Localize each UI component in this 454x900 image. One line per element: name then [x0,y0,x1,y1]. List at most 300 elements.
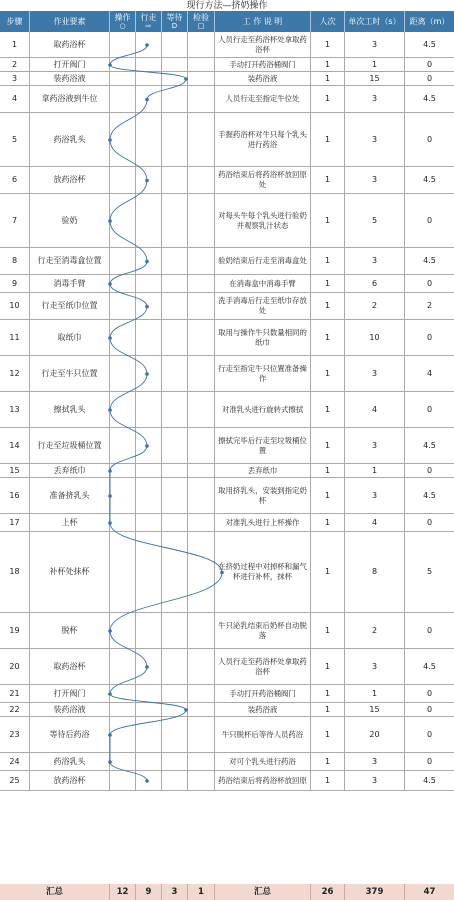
row-walk-cell [136,320,162,355]
row-distance: 0 [426,278,433,288]
row-walk-cell [136,428,162,463]
row-persons: 1 [311,72,345,85]
row-element: 脱杯 [30,613,110,648]
row-element: 打开阀门 [30,685,110,702]
footer-label: 汇总 [0,884,110,900]
row-time: 3 [345,32,405,57]
row-persons: 1 [311,293,345,319]
footer-operate-total: 12 [110,884,136,900]
row-time: 4 [345,514,405,531]
row-distance: 0 [426,756,433,766]
row-wait-cell [162,649,188,684]
row-distance: 4.5 [423,94,436,103]
row-desc: 人员行走至药浴杯处拿取药浴杯 [215,32,311,57]
row-persons: 1 [311,392,345,427]
row-inspect-cell [188,320,215,355]
table-footer [0,884,454,900]
table-row [0,86,454,113]
row-persons: 1 [311,320,345,355]
row-wait-cell [162,32,188,57]
row-inspect-cell [188,113,215,166]
row-wait-cell [162,194,188,247]
row-element: 取药浴杯 [30,32,110,57]
row-operate-cell [110,167,136,193]
row-distance: 4.5 [423,775,436,785]
row-distance: 2 [426,301,433,310]
row-desc: 装药浴液 [215,72,311,85]
row-persons: 1 [311,717,345,752]
table-row [0,532,454,613]
row-distance: 0 [426,625,433,635]
header-inspect [188,11,215,32]
row-element: 行走至消毒盒位置 [30,248,110,274]
row-desc: 装药浴液 [215,703,311,716]
table-row [0,478,454,514]
row-time: 5 [345,194,405,247]
row-step: 11 [0,320,30,355]
row-wait-cell [162,167,188,193]
row-operate-cell [110,248,136,274]
row-desc: 对准乳头进行旋转式擦拭 [215,392,311,427]
row-wait-cell [162,275,188,292]
row-walk-cell [136,86,162,112]
row-time: 3 [345,167,405,193]
row-desc: 对可个乳头进行药浴 [215,753,311,770]
row-wait-cell [162,514,188,531]
row-desc: 取用与操作牛只数量相同的纸巾 [215,320,311,355]
row-operate-cell [110,753,136,770]
row-persons: 1 [311,86,345,112]
row-step: 2 [0,58,30,71]
row-step: 12 [0,356,30,391]
row-desc: 手动打开药浴桶阀门 [215,685,311,702]
row-desc: 人员行走至药浴杯处拿取药浴杯 [215,649,311,684]
row-element: 装药浴液 [30,72,110,85]
row-persons: 1 [311,685,345,702]
row-element: 药浴乳头 [30,113,110,166]
row-inspect-cell [188,532,215,612]
row-walk-cell [136,167,162,193]
row-desc: 人员行走至指定牛位处 [215,86,311,112]
table-row [0,248,454,275]
row-desc: 擦拭完毕后行走至垃圾桶位置 [215,428,311,463]
row-walk-cell [136,58,162,71]
row-distance: 4.5 [423,175,436,184]
row-desc: 丢弃纸巾 [215,464,311,477]
row-element: 补杯处抹杯 [30,532,110,612]
row-step: 19 [0,613,30,648]
row-distance: 4.5 [423,661,436,671]
row-element: 等待后药浴 [30,717,110,752]
row-inspect-cell [188,356,215,391]
row-inspect-cell [188,72,215,85]
row-operate-cell [110,320,136,355]
operate-symbol-icon: ○ [119,22,126,30]
row-element: 上杯 [30,514,110,531]
row-desc: 牛只泌乳结束后奶杯自动脱落 [215,613,311,648]
row-inspect-cell [188,478,215,513]
row-operate-cell [110,532,136,612]
row-persons: 1 [311,356,345,391]
row-persons: 1 [311,248,345,274]
row-operate-cell [110,72,136,85]
row-step: 5 [0,113,30,166]
wait-symbol-icon: D [171,22,178,30]
row-operate-cell [110,514,136,531]
header-distance: 距离（m） [409,17,450,26]
table-row [0,771,454,791]
row-inspect-cell [188,464,215,477]
row-walk-cell [136,293,162,319]
row-distance: 4 [426,368,433,378]
row-inspect-cell [188,58,215,71]
header-wait [162,11,188,32]
header-inspect-label: 检验 [193,13,209,22]
row-inspect-cell [188,194,215,247]
row-element: 行走至垃圾桶位置 [30,428,110,463]
row-walk-cell [136,478,162,513]
row-inspect-cell [188,613,215,648]
row-wait-cell [162,113,188,166]
row-step: 21 [0,685,30,702]
row-inspect-cell [188,32,215,57]
row-desc: 行走至指定牛只位置准备操作 [215,356,311,391]
row-wait-cell [162,613,188,648]
header-persons: 人次 [311,11,345,32]
row-persons: 1 [311,514,345,531]
row-distance: 0 [426,729,433,739]
table-row [0,72,454,86]
row-walk-cell [136,72,162,85]
row-desc: 手动打开药浴桶阀门 [215,58,311,71]
row-step: 14 [0,428,30,463]
row-operate-cell [110,356,136,391]
row-step: 20 [0,649,30,684]
row-walk-cell [136,356,162,391]
row-wait-cell [162,248,188,274]
row-wait-cell [162,532,188,612]
row-step: 17 [0,514,30,531]
table-row [0,392,454,428]
row-step: 3 [0,72,30,85]
row-element: 准备挤乳头 [30,478,110,513]
row-walk-cell [136,514,162,531]
row-time: 3 [345,248,405,274]
row-persons: 1 [311,753,345,770]
row-time: 15 [345,703,405,716]
row-wait-cell [162,428,188,463]
row-time: 3 [345,356,405,391]
row-distance: 4.5 [423,440,436,450]
row-time: 3 [345,86,405,112]
row-time: 3 [345,771,405,790]
header-operate [110,11,136,32]
row-element: 放药浴杯 [30,167,110,193]
row-walk-cell [136,703,162,716]
row-time: 6 [345,275,405,292]
row-distance: 5 [426,567,433,576]
row-time: 1 [345,464,405,477]
row-walk-cell [136,464,162,477]
row-walk-cell [136,248,162,274]
row-persons: 1 [311,194,345,247]
table-row [0,685,454,703]
row-inspect-cell [188,703,215,716]
row-persons: 1 [311,771,345,790]
footer-wait-total: 3 [162,884,188,900]
row-desc: 药浴结束后将药浴杯放回原 [215,771,311,790]
row-operate-cell [110,392,136,427]
row-time: 1 [345,685,405,702]
row-desc: 对准乳头进行上杯操作 [215,514,311,531]
row-persons: 1 [311,113,345,166]
row-persons: 1 [311,613,345,648]
row-walk-cell [136,275,162,292]
table-row [0,293,454,320]
row-step: 1 [0,32,30,57]
row-persons: 1 [311,532,345,612]
row-element: 丢弃纸巾 [30,464,110,477]
row-step: 24 [0,753,30,770]
row-step: 13 [0,392,30,427]
row-persons: 1 [311,703,345,716]
table-row [0,717,454,753]
row-walk-cell [136,392,162,427]
table-header [0,11,454,32]
row-distance: 4.5 [423,39,436,49]
row-element: 消毒手臂 [30,275,110,292]
row-step: 8 [0,248,30,274]
table-row [0,32,454,58]
row-distance: 4.5 [423,490,436,500]
row-element: 取药浴杯 [30,649,110,684]
row-inspect-cell [188,293,215,319]
row-time: 15 [345,72,405,85]
row-wait-cell [162,464,188,477]
row-inspect-cell [188,428,215,463]
row-element: 拿药浴液到牛位 [30,86,110,112]
row-desc: 在挤奶过程中对掉杯和漏气杯进行补杯，抹杯 [215,532,311,612]
table-row [0,703,454,717]
row-time: 20 [345,717,405,752]
row-persons: 1 [311,428,345,463]
row-operate-cell [110,703,136,716]
row-wait-cell [162,320,188,355]
table-row [0,275,454,293]
row-walk-cell [136,613,162,648]
row-wait-cell [162,717,188,752]
footer-distance-total: 47 [423,887,436,897]
row-distance: 0 [426,404,433,414]
row-wait-cell [162,703,188,716]
row-inspect-cell [188,514,215,531]
row-wait-cell [162,72,188,85]
row-element: 行走至牛只位置 [30,356,110,391]
header-desc: 工 作 说 明 [215,11,311,32]
row-inspect-cell [188,753,215,770]
row-distance: 0 [426,517,433,527]
row-persons: 1 [311,275,345,292]
row-desc: 手握药浴杯对牛只每个乳头进行药浴 [215,113,311,166]
row-step: 10 [0,293,30,319]
row-operate-cell [110,649,136,684]
row-time: 8 [345,532,405,612]
row-desc: 牛只脱杯后等待人员药浴 [215,717,311,752]
walk-arrow-icon: ⇨ [145,22,152,30]
row-distance: 0 [426,332,433,342]
row-time: 3 [345,478,405,513]
header-wait-label: 等待 [166,13,183,22]
row-step: 6 [0,167,30,193]
row-element: 行走至纸巾位置 [30,293,110,319]
row-operate-cell [110,478,136,513]
row-wait-cell [162,771,188,790]
row-wait-cell [162,356,188,391]
row-operate-cell [110,771,136,790]
row-walk-cell [136,649,162,684]
row-time: 10 [345,320,405,355]
row-time: 4 [345,392,405,427]
row-operate-cell [110,58,136,71]
row-inspect-cell [188,248,215,274]
row-desc: 对每头牛每个乳头进行验奶并观察乳汁状态 [215,194,311,247]
row-inspect-cell [188,649,215,684]
row-inspect-cell [188,685,215,702]
row-operate-cell [110,464,136,477]
row-inspect-cell [188,771,215,790]
row-time: 3 [345,649,405,684]
row-distance: 0 [426,73,433,83]
row-element: 药浴乳头 [30,753,110,770]
row-walk-cell [136,685,162,702]
table-row [0,428,454,464]
row-operate-cell [110,194,136,247]
row-wait-cell [162,58,188,71]
row-step: 25 [0,771,30,790]
row-inspect-cell [188,392,215,427]
row-inspect-cell [188,86,215,112]
row-step: 4 [0,86,30,112]
row-element: 验奶 [30,194,110,247]
row-operate-cell [110,717,136,752]
row-operate-cell [110,32,136,57]
row-operate-cell [110,275,136,292]
header-time: 单次工时（s） [345,11,405,32]
table-row [0,356,454,392]
table-row [0,753,454,771]
row-desc: 验奶结束后行走至消毒盒处 [215,248,311,274]
row-inspect-cell [188,717,215,752]
header-walk-label: 行走 [140,13,157,22]
row-persons: 1 [311,478,345,513]
row-persons: 1 [311,58,345,71]
row-persons: 1 [311,649,345,684]
row-distance: 0 [426,704,433,714]
row-desc: 取用挤乳头，安装到指定奶杯 [215,478,311,513]
table-row [0,194,454,248]
footer-inspect-total: 1 [188,884,215,900]
row-walk-cell [136,771,162,790]
row-step: 15 [0,464,30,477]
header-step: 步骤 [0,11,30,32]
row-desc: 洗手消毒后行走至纸巾存放处 [215,293,311,319]
row-step: 23 [0,717,30,752]
row-walk-cell [136,113,162,166]
row-element: 擦拭乳头 [30,392,110,427]
row-wait-cell [162,753,188,770]
table-row [0,649,454,685]
row-wait-cell [162,293,188,319]
row-operate-cell [110,428,136,463]
row-wait-cell [162,478,188,513]
row-time: 2 [345,613,405,648]
footer-persons-total: 26 [311,884,345,900]
row-element: 放药浴杯 [30,771,110,790]
row-persons: 1 [311,32,345,57]
row-element: 打开阀门 [30,58,110,71]
row-walk-cell [136,753,162,770]
row-wait-cell [162,392,188,427]
table-row [0,320,454,356]
row-distance: 0 [426,465,433,475]
page-title: 现行方法—挤奶操作 [186,1,268,11]
table-row [0,464,454,478]
footer-time-total: 379 [345,884,405,900]
row-operate-cell [110,685,136,702]
row-walk-cell [136,32,162,57]
row-walk-cell [136,717,162,752]
footer-walk-total: 9 [136,884,162,900]
row-distance: 0 [426,215,433,225]
row-persons: 1 [311,167,345,193]
row-distance: 4.5 [423,256,436,265]
row-walk-cell [136,194,162,247]
row-time: 3 [345,113,405,166]
row-operate-cell [110,293,136,319]
row-distance: 0 [426,134,433,144]
row-walk-cell [136,532,162,612]
row-distance: 0 [426,688,433,698]
header-element: 作业要素 [30,11,110,32]
row-element: 装药浴液 [30,703,110,716]
row-step: 18 [0,532,30,612]
row-persons: 1 [311,464,345,477]
header-operate-label: 操作 [114,13,131,22]
row-step: 9 [0,275,30,292]
row-step: 7 [0,194,30,247]
row-wait-cell [162,685,188,702]
row-time: 1 [345,58,405,71]
row-operate-cell [110,113,136,166]
row-time: 3 [345,753,405,770]
row-time: 2 [345,293,405,319]
row-inspect-cell [188,167,215,193]
footer-label-2: 汇总 [215,884,311,900]
row-step: 22 [0,703,30,716]
row-operate-cell [110,613,136,648]
inspect-symbol-icon: □ [197,22,205,30]
table-row [0,613,454,649]
row-distance: 0 [426,59,433,69]
row-inspect-cell [188,275,215,292]
row-wait-cell [162,86,188,112]
row-operate-cell [110,86,136,112]
row-desc: 在消毒盒中消毒手臂 [215,275,311,292]
row-element: 取纸巾 [30,320,110,355]
table-row [0,58,454,72]
table-row [0,514,454,532]
table-row [0,167,454,194]
